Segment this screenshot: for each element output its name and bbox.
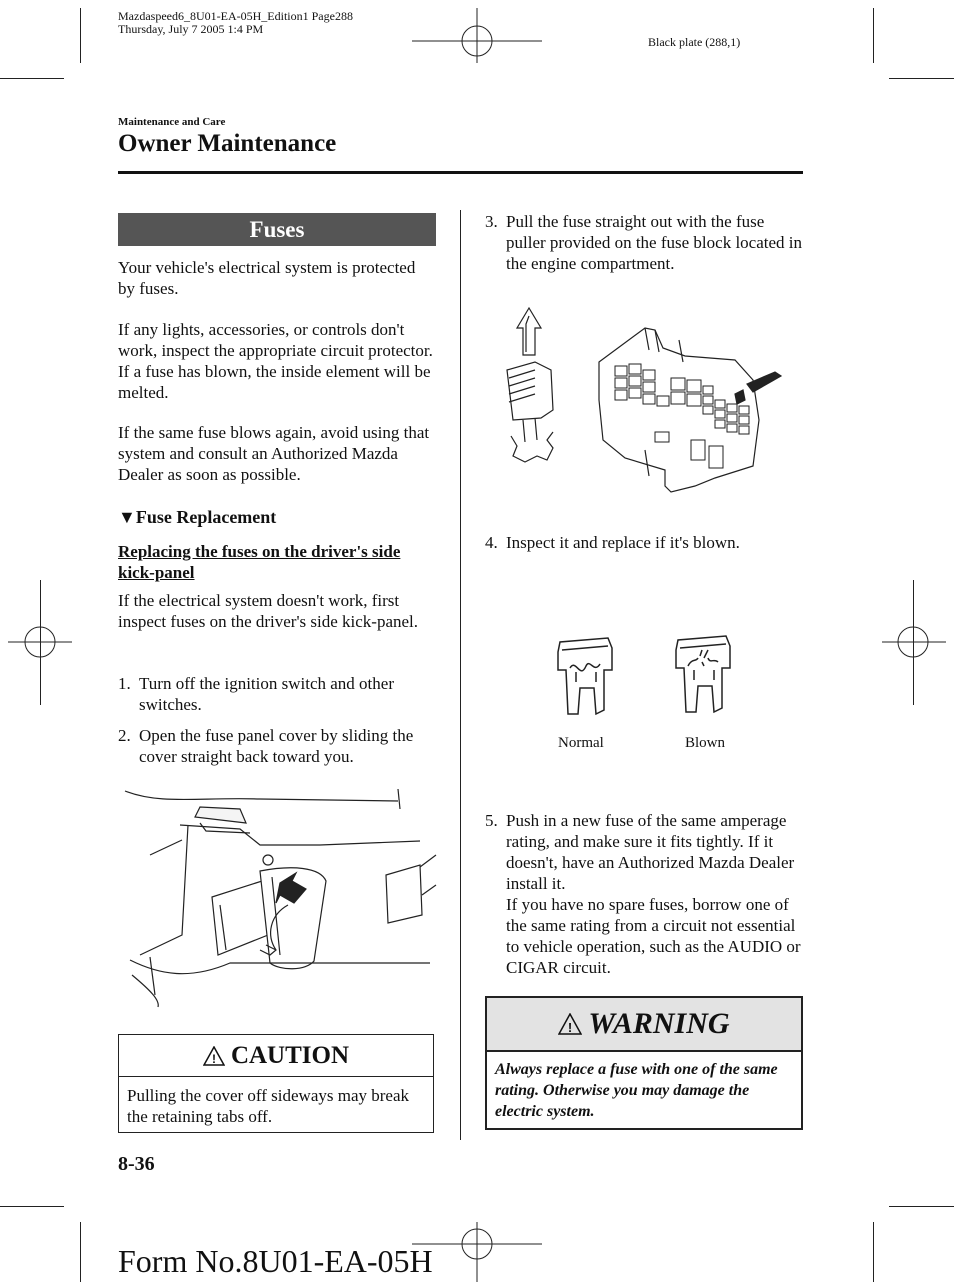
inspect-paragraph: If any lights, accessories, or controls don't work, inspect the appropriate circuit protector. If a fuse has blown, the inside element will be melted. — [118, 320, 433, 402]
kick-panel-heading: Replacing the fuses on the driver's side kick-panel — [118, 542, 401, 582]
fuses-heading: Fuses — [118, 213, 436, 246]
warning-header — [487, 998, 801, 1052]
warning-title: WARNING — [588, 1007, 730, 1040]
step-2 — [118, 725, 436, 767]
intro-paragraph: Your vehicle's electrical system is protected by fuses. — [118, 258, 416, 298]
fuse-block-illustration — [495, 300, 785, 500]
step-5 — [485, 810, 805, 978]
print-header-line2: Thursday, July 7 2005 1:4 PM — [118, 22, 264, 36]
step-text-block — [506, 810, 805, 978]
fuse-replacement-subheading — [118, 507, 276, 528]
step-number: 1. — [118, 674, 131, 693]
subheading-text: Fuse Replacement — [135, 507, 277, 527]
section-label: Maintenance and Care — [118, 116, 226, 128]
warning-text: Always replace a fuse with one of the same rating. Otherwise you may damage the electric system. — [495, 1061, 778, 1120]
blown-fuse — [676, 636, 730, 712]
step-number: 4. — [485, 533, 498, 552]
plate-label: Black plate (288,1) — [648, 35, 741, 49]
caution-header — [119, 1035, 433, 1077]
warning-triangle-icon — [558, 1013, 582, 1035]
column-divider — [460, 210, 461, 1140]
page-title: Owner Maintenance — [118, 130, 337, 157]
step-number: 3. — [485, 212, 498, 231]
step-text-spare: If you have no spare fuses, borrow one of the same rating from a circuit not essential to vehicle operation, such as the AUDIO or CIGAR circuit. — [506, 895, 801, 977]
svg-text:!: ! — [568, 1020, 573, 1035]
step-text: Turn off the ignition switch and other switches. — [139, 674, 394, 714]
step-number: 5. — [485, 811, 498, 830]
kick-panel-paragraph: If the electrical system doesn't work, first inspect fuses on the driver's side kick-panel. — [118, 591, 419, 631]
caution-title: CAUTION — [230, 1041, 350, 1069]
fuse-comparison-illustration — [550, 630, 740, 720]
repeat-blow-paragraph: If the same fuse blows again, avoid using that system and consult an Authorized Mazda Dealer as soon as possible. — [118, 423, 430, 484]
normal-fuse — [558, 638, 612, 714]
page-number: 8-36 — [118, 1153, 155, 1175]
svg-text:!: ! — [211, 1051, 216, 1066]
step-text: Open the fuse panel cover by sliding the cover straight back toward you. — [139, 726, 414, 766]
step-text: Pull the fuse straight out with the fuse puller provided on the fuse block located in the engine compartment. — [506, 212, 802, 273]
triangle-marker-icon: ▼ — [118, 507, 136, 527]
step-text: Inspect it and replace if it's blown. — [506, 533, 740, 552]
print-header-line1: Mazdaspeed6_8U01-EA-05H_Edition1 Page288 — [118, 9, 353, 23]
print-header — [118, 10, 353, 36]
warning-triangle-icon — [203, 1046, 225, 1066]
normal-fuse-label: Normal — [558, 735, 604, 751]
caution-box — [118, 1034, 434, 1133]
caution-text: Pulling the cover off sideways may break the retaining tabs off. — [127, 1086, 410, 1126]
step-number: 2. — [118, 726, 131, 745]
form-number: Form No.8U01-EA-05H — [118, 1243, 433, 1279]
step-text: Push in a new fuse of the same amperage rating, and make sure it fits tightly. If it doesn't, have an Authorized Mazda Dealer install it. — [506, 811, 795, 893]
step-4 — [485, 532, 803, 553]
kick-panel-illustration — [120, 785, 438, 1010]
title-rule — [118, 171, 803, 174]
step-1 — [118, 673, 436, 715]
warning-box — [485, 996, 803, 1130]
step-3 — [485, 211, 803, 274]
blown-fuse-label: Blown — [685, 735, 726, 751]
